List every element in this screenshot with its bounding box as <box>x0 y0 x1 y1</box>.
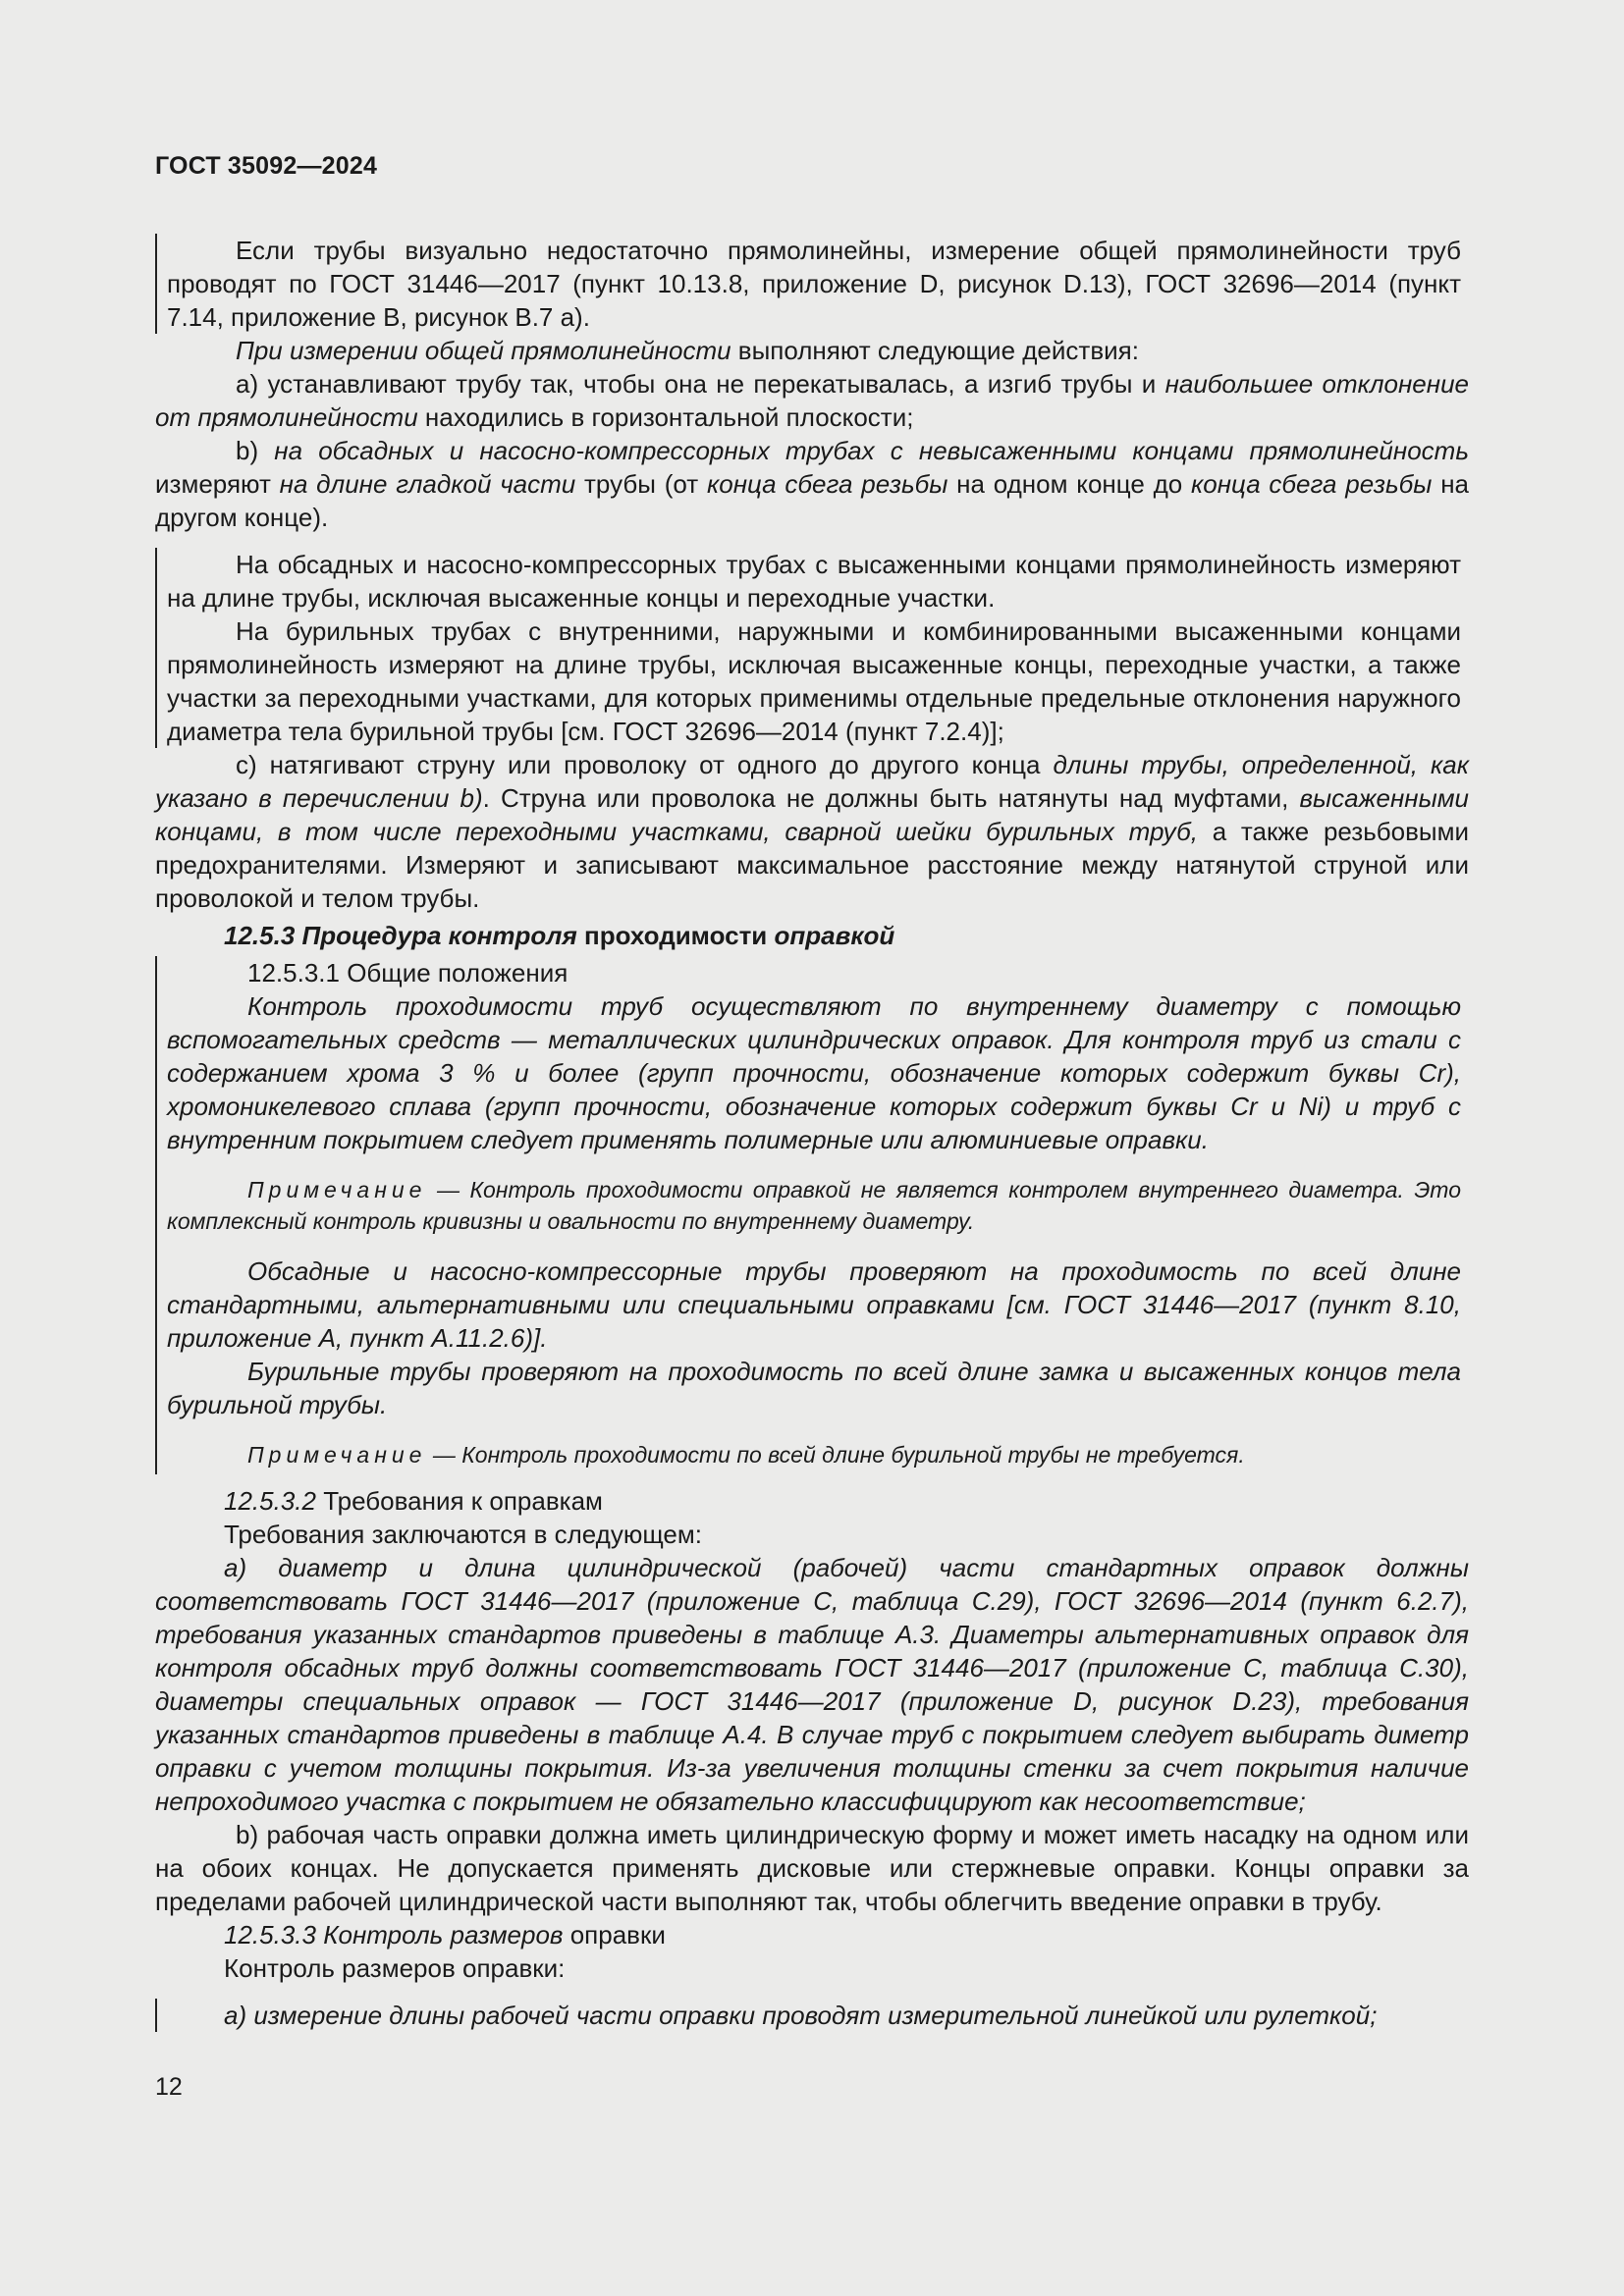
paragraph: Бурильные трубы проверяют на проходимость по всей длине замка и высаженных концов тела бурильной трубы. <box>167 1357 1461 1419</box>
paragraph: На бурильных трубах с внутренними, наружными и комбинированными высаженными концами прямолинейность измеряют на длине трубы, исключая высаженные концы, переходные участки, а также участки за переходными участками, для которых применимы отдельные предельные отклонения наружного диаметра тела бурильной трубы [см. ГОСТ 32696—2014 (пункт 7.2.4)]; <box>167 616 1461 746</box>
page-number: 12 <box>155 2073 183 2101</box>
note: Примечание — Контроль проходимости оправкой не является контролем внутреннего диаметра. Это комплексный контроль кривизны и овальности по внутреннему диаметру. <box>167 1177 1461 1234</box>
paragraph: Контроль проходимости труб осуществляют по внутреннему диаметру с помощью вспомогательных средств — металлических цилиндрических оправок. Для контроля труб из стали с содержанием хрома 3 % и более (групп прочности, обозначение которых содержит буквы Cr), хромоникелевого сплава (групп прочности, обозначение которых содержит буквы Cr и Ni) и труб с внутренним покрытием следует применять полимерные или алюминиевые оправки. <box>167 991 1461 1154</box>
list-item: с) натягивают струну или проволоку от одного до другого конца длины трубы, определенной, как указано в перечислении b). Струна или проволока не должны быть натянуты над муфтами, высаженными концами, в том числе переходными участками, сварной шейки бурильных труб, а также резьбовыми предохранителями. Измеряют и записывают максимальное расстояние между натянутой струной или проволокой и телом трубы. <box>155 750 1470 913</box>
paragraph: Если трубы визуально недостаточно прямолинейны, измерение общей прямолинейности труб проводят по ГОСТ 31446—2017 (пункт 10.13.8, приложение D, рисунок D.13), ГОСТ 32696—2014 (пункт 7.14, приложение В, рисунок В.7 а). <box>155 234 1461 334</box>
list-item: b) на обсадных и насосно-компрессорных трубах с невысаженными концами прямолинейность измеряют на длине гладкой части трубы (от конца сбега резьбы на одном конце до конца сбега резьбы на другом конце). <box>155 436 1470 532</box>
subsection-heading: 12.5.3.3 Контроль размеров оправки <box>224 1920 666 1949</box>
subsection-heading: 12.5.3.1 Общие положения <box>247 958 568 988</box>
list-item: b) рабочая часть оправки должна иметь цилиндрическую форму и может иметь насадку на одном или на обоих концах. Не допускается применять дисковые или стержневые оправки. Концы оправки за пределами рабочей цилиндрической части выполняют так, чтобы облегчить введение оправки в трубу. <box>155 1820 1469 1916</box>
doc-header: ГОСТ 35092—2024 <box>155 152 378 180</box>
paragraph: На обсадных и насосно-компрессорных трубах с высаженными концами прямолинейность измеряют на длине трубы, исключая высаженные концы и переходные участки. <box>167 550 1461 613</box>
paragraph: Обсадные и насосно-компрессорные трубы проверяют на проходимость по всей длине стандартными, альтернативными или специальными оправками [см. ГОСТ 31446—2017 (пункт 8.10, приложение А, пункт А.11.2.6)]. <box>167 1256 1461 1353</box>
list-item: а) измерение длины рабочей части оправки проводят измерительной линейкой или рулеткой; <box>155 1999 1461 2032</box>
section-heading: 12.5.3 Процедура контроля проходимости оправкой <box>224 921 895 950</box>
subsection-heading: 12.5.3.2 Требования к оправкам <box>224 1486 603 1516</box>
changed-section <box>155 956 1461 1474</box>
document-body <box>155 234 1469 2032</box>
list-item: а) устанавливают трубу так, чтобы она не перекатывалась, а изгиб трубы и наибольшее отклонение от прямолинейности находились в горизонтальной плоскости; <box>155 369 1469 432</box>
note: Примечание — Контроль проходимости по всей длине бурильной трубы не требуется. <box>247 1442 1245 1468</box>
paragraph: При измерении общей прямолинейности выполняют следующие действия: <box>236 336 1139 365</box>
changed-section <box>155 548 1461 748</box>
list-item: а) диаметр и длина цилиндрической (рабочей) части стандартных оправок должны соответствовать ГОСТ 31446—2017 (приложение С, таблица С.29), ГОСТ 32696—2014 (пункт 6.2.7), требования указанных стандартов приведены в таблице А.3. Диаметры альтернативных оправок для контроля обсадных труб должны соответствовать ГОСТ 31446—2017 (приложение С, таблица С.30), диаметры специальных оправок — ГОСТ 31446—2017 (приложение D, рисунок D.23), требования указанных стандартов приведены в таблице А.4. В случае труб с покрытием следует выбирать диметр оправки с учетом толщины покрытия. Из-за увеличения толщины стенки за счет покрытия наличие непроходимого участка с покрытием не обязательно классифицируют как несоответствие; <box>155 1553 1469 1816</box>
paragraph: Контроль размеров оправки: <box>224 1953 566 1983</box>
paragraph: Требования заключаются в следующем: <box>224 1520 702 1549</box>
